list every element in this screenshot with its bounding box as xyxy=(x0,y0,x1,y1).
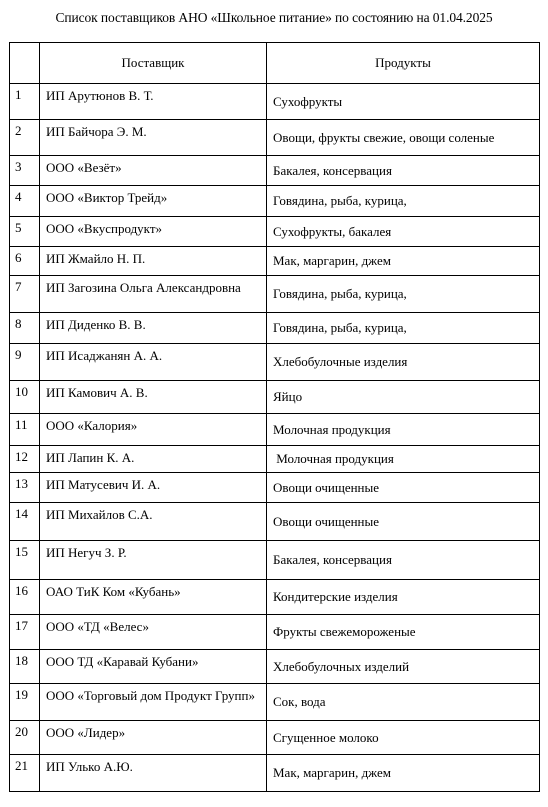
supplier-products: Сгущенное молоко xyxy=(267,721,540,755)
supplier-products: Бакалея, консервация xyxy=(267,541,540,580)
supplier-name: ИП Негуч З. Р. xyxy=(40,541,267,580)
header-supplier: Поставщик xyxy=(40,43,267,84)
suppliers-table xyxy=(9,42,540,792)
row-number: 2 xyxy=(10,120,40,156)
table-row xyxy=(10,313,540,344)
row-number: 4 xyxy=(10,186,40,217)
table-row xyxy=(10,650,540,684)
header-products: Продукты xyxy=(267,43,540,84)
row-number: 3 xyxy=(10,156,40,186)
row-number: 20 xyxy=(10,721,40,755)
supplier-name: ООО «Торговый дом Продукт Групп» xyxy=(40,684,267,721)
table-row xyxy=(10,276,540,313)
supplier-products: Говядина, рыба, курица, xyxy=(267,186,540,217)
supplier-name: ООО «Виктор Трейд» xyxy=(40,186,267,217)
supplier-name: ИП Лапин К. А. xyxy=(40,446,267,473)
supplier-products: Говядина, рыба, курица, xyxy=(267,313,540,344)
supplier-name: ИП Жмайло Н. П. xyxy=(40,247,267,276)
table-row xyxy=(10,381,540,414)
table-row xyxy=(10,120,540,156)
supplier-products: Сухофрукты, бакалея xyxy=(267,217,540,247)
supplier-name: ОАО ТиК Ком «Кубань» xyxy=(40,580,267,615)
table-row xyxy=(10,344,540,381)
table-row xyxy=(10,755,540,792)
row-number: 9 xyxy=(10,344,40,381)
row-number: 17 xyxy=(10,615,40,650)
table-row xyxy=(10,541,540,580)
supplier-name: ИП Матусевич И. А. xyxy=(40,473,267,503)
row-number: 15 xyxy=(10,541,40,580)
row-number: 13 xyxy=(10,473,40,503)
supplier-products: Сухофрукты xyxy=(267,84,540,120)
row-number: 19 xyxy=(10,684,40,721)
row-number: 5 xyxy=(10,217,40,247)
row-number: 16 xyxy=(10,580,40,615)
table-row xyxy=(10,414,540,446)
supplier-name: ООО «Вкуспродукт» xyxy=(40,217,267,247)
table-row xyxy=(10,503,540,541)
supplier-name: ИП Исаджанян А. А. xyxy=(40,344,267,381)
supplier-name: ООО ТД «Каравай Кубани» xyxy=(40,650,267,684)
row-number: 11 xyxy=(10,414,40,446)
row-number: 1 xyxy=(10,84,40,120)
supplier-products: Сок, вода xyxy=(267,684,540,721)
supplier-name: ИП Диденко В. В. xyxy=(40,313,267,344)
supplier-products: Молочная продукция xyxy=(267,446,540,473)
row-number: 10 xyxy=(10,381,40,414)
table-row xyxy=(10,186,540,217)
supplier-name: ИП Михайлов С.А. xyxy=(40,503,267,541)
row-number: 21 xyxy=(10,755,40,792)
table-row xyxy=(10,217,540,247)
supplier-name: ООО «Лидер» xyxy=(40,721,267,755)
supplier-products: Овощи очищенные xyxy=(267,473,540,503)
supplier-products: Яйцо xyxy=(267,381,540,414)
supplier-name: ИП Загозина Ольга Александровна xyxy=(40,276,267,313)
supplier-name: ИП Байчора Э. М. xyxy=(40,120,267,156)
table-row xyxy=(10,156,540,186)
supplier-name: ИП Арутюнов В. Т. xyxy=(40,84,267,120)
table-row xyxy=(10,615,540,650)
supplier-products: Бакалея, консервация xyxy=(267,156,540,186)
supplier-products: Мак, маргарин, джем xyxy=(267,247,540,276)
header-number xyxy=(10,43,40,84)
table-row xyxy=(10,684,540,721)
table-row xyxy=(10,446,540,473)
supplier-products: Фрукты свежемороженые xyxy=(267,615,540,650)
row-number: 6 xyxy=(10,247,40,276)
supplier-name: ИП Улько А.Ю. xyxy=(40,755,267,792)
supplier-products: Хлебобулочных изделий xyxy=(267,650,540,684)
supplier-name: ООО «Везёт» xyxy=(40,156,267,186)
supplier-products: Овощи, фрукты свежие, овощи соленые xyxy=(267,120,540,156)
supplier-name: ИП Камович А. В. xyxy=(40,381,267,414)
supplier-name: ООО «ТД «Велес» xyxy=(40,615,267,650)
supplier-products: Хлебобулочные изделия xyxy=(267,344,540,381)
supplier-name: ООО «Калория» xyxy=(40,414,267,446)
row-number: 14 xyxy=(10,503,40,541)
row-number: 12 xyxy=(10,446,40,473)
supplier-products: Кондитерские изделия xyxy=(267,580,540,615)
table-row xyxy=(10,721,540,755)
row-number: 7 xyxy=(10,276,40,313)
supplier-products: Говядина, рыба, курица, xyxy=(267,276,540,313)
table-row xyxy=(10,580,540,615)
table-row xyxy=(10,84,540,120)
row-number: 8 xyxy=(10,313,40,344)
row-number: 18 xyxy=(10,650,40,684)
table-header-row xyxy=(10,43,540,84)
table-row xyxy=(10,247,540,276)
supplier-products: Овощи очищенные xyxy=(267,503,540,541)
document-title: Список поставщиков АНО «Школьное питание» по состоянию на 01.04.2025 xyxy=(55,10,493,25)
table-row xyxy=(10,473,540,503)
supplier-products: Молочная продукция xyxy=(267,414,540,446)
supplier-products: Мак, маргарин, джем xyxy=(267,755,540,792)
